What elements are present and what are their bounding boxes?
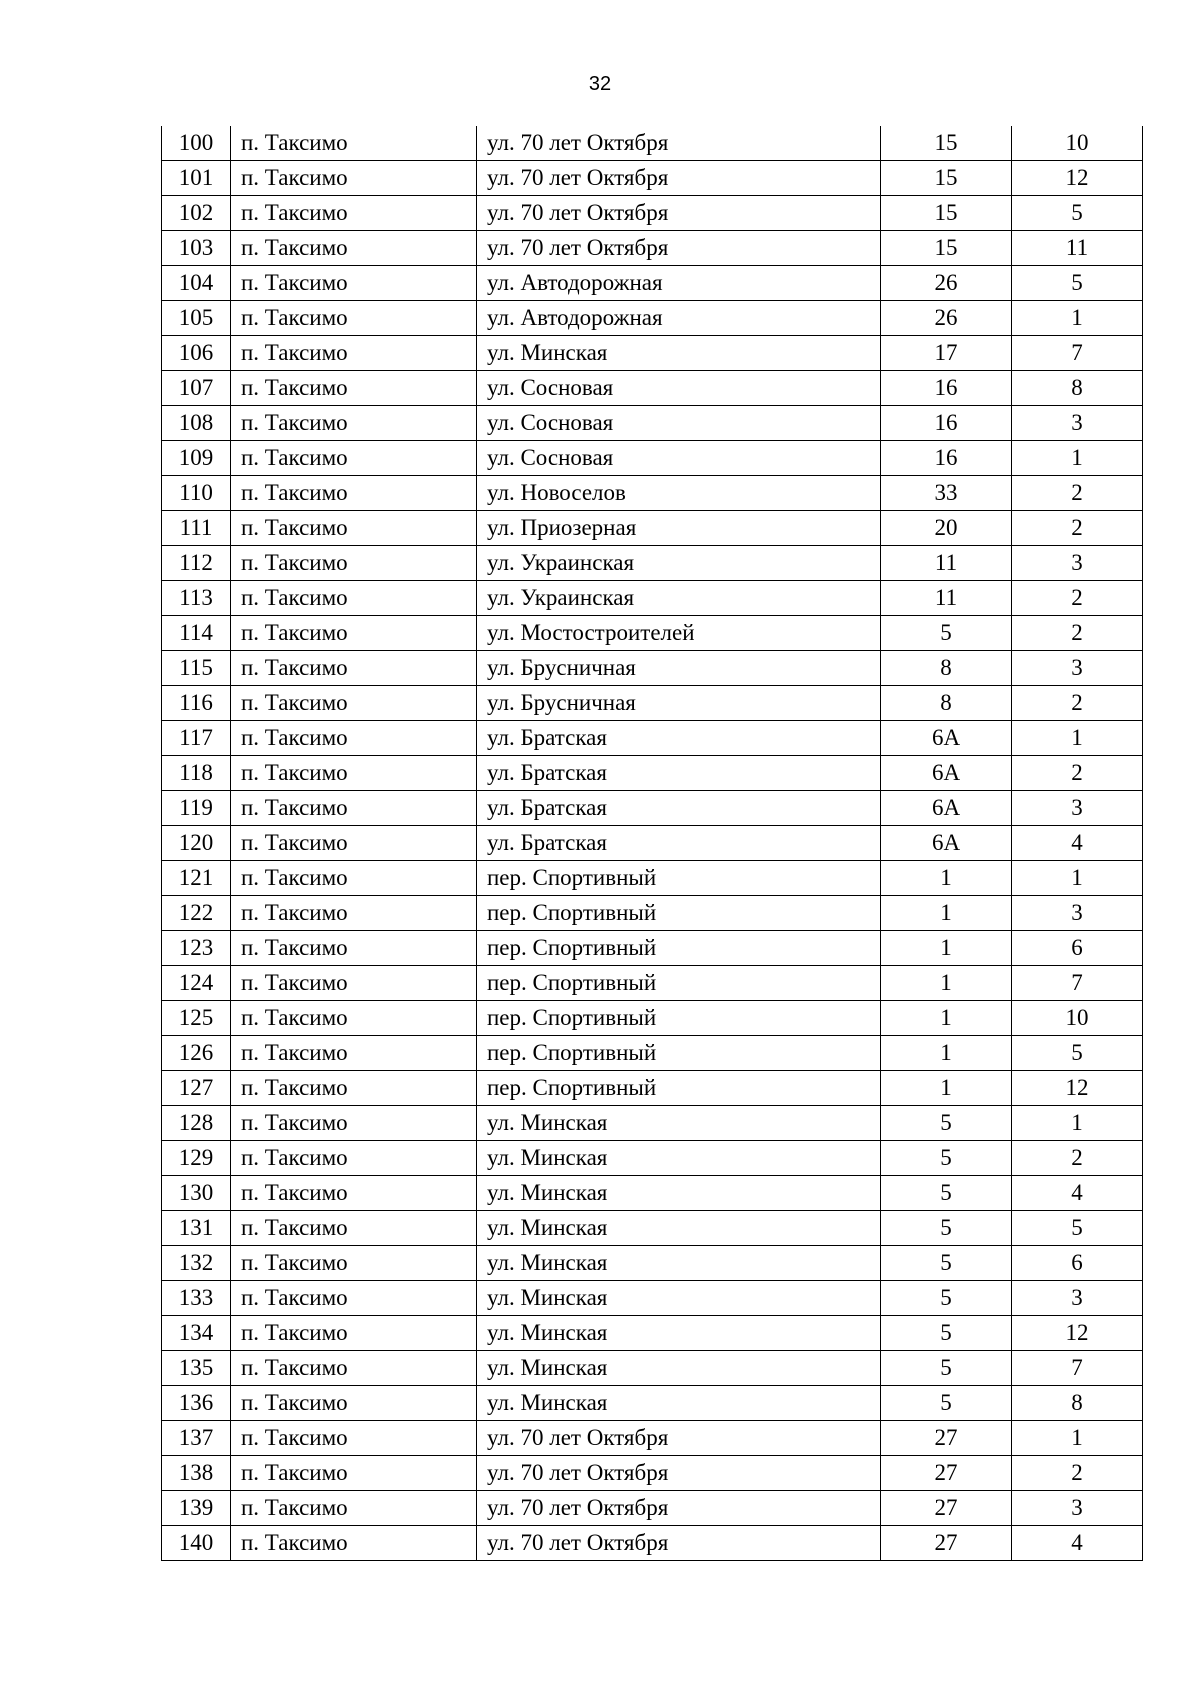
settlement-cell: п. Таксимо (231, 1386, 477, 1421)
street-cell: ул. Украинская (477, 546, 881, 581)
settlement-cell: п. Таксимо (231, 686, 477, 721)
table-row (162, 1106, 1143, 1141)
apartment-number-cell: 5 (1012, 196, 1143, 231)
street-cell: ул. Минская (477, 1176, 881, 1211)
apartment-number-cell: 2 (1012, 1456, 1143, 1491)
settlement-cell: п. Таксимо (231, 126, 477, 161)
settlement-cell: п. Таксимо (231, 546, 477, 581)
settlement-cell: п. Таксимо (231, 896, 477, 931)
house-number-cell: 6А (881, 756, 1012, 791)
table-row (162, 896, 1143, 931)
street-cell: ул. Украинская (477, 581, 881, 616)
apartment-number-cell: 3 (1012, 406, 1143, 441)
house-number-cell: 1 (881, 896, 1012, 931)
table-row (162, 721, 1143, 756)
house-number-cell: 1 (881, 1071, 1012, 1106)
row-number-cell: 102 (162, 196, 231, 231)
street-cell: ул. Минская (477, 1281, 881, 1316)
street-cell: ул. 70 лет Октября (477, 1526, 881, 1561)
settlement-cell: п. Таксимо (231, 336, 477, 371)
settlement-cell: п. Таксимо (231, 931, 477, 966)
row-number-cell: 104 (162, 266, 231, 301)
apartment-number-cell: 2 (1012, 581, 1143, 616)
street-cell: ул. Брусничная (477, 651, 881, 686)
settlement-cell: п. Таксимо (231, 511, 477, 546)
row-number-cell: 123 (162, 931, 231, 966)
address-table (161, 126, 1143, 1561)
house-number-cell: 5 (881, 1176, 1012, 1211)
house-number-cell: 5 (881, 1316, 1012, 1351)
apartment-number-cell: 5 (1012, 1211, 1143, 1246)
apartment-number-cell: 4 (1012, 826, 1143, 861)
settlement-cell: п. Таксимо (231, 581, 477, 616)
table-row (162, 1526, 1143, 1561)
apartment-number-cell: 7 (1012, 336, 1143, 371)
table-row (162, 1281, 1143, 1316)
row-number-cell: 130 (162, 1176, 231, 1211)
apartment-number-cell: 2 (1012, 511, 1143, 546)
table-row (162, 196, 1143, 231)
settlement-cell: п. Таксимо (231, 1421, 477, 1456)
settlement-cell: п. Таксимо (231, 1491, 477, 1526)
settlement-cell: п. Таксимо (231, 406, 477, 441)
row-number-cell: 121 (162, 861, 231, 896)
table-row (162, 686, 1143, 721)
house-number-cell: 15 (881, 126, 1012, 161)
street-cell: ул. Минская (477, 1246, 881, 1281)
street-cell: ул. 70 лет Октября (477, 1456, 881, 1491)
street-cell: ул. Сосновая (477, 441, 881, 476)
street-cell: пер. Спортивный (477, 1001, 881, 1036)
table-row (162, 476, 1143, 511)
table-row (162, 581, 1143, 616)
settlement-cell: п. Таксимо (231, 1071, 477, 1106)
table-row (162, 966, 1143, 1001)
settlement-cell: п. Таксимо (231, 1141, 477, 1176)
street-cell: ул. Братская (477, 756, 881, 791)
page-number: 32 (588, 73, 612, 95)
house-number-cell: 16 (881, 441, 1012, 476)
row-number-cell: 119 (162, 791, 231, 826)
row-number-cell: 137 (162, 1421, 231, 1456)
apartment-number-cell: 3 (1012, 896, 1143, 931)
row-number-cell: 136 (162, 1386, 231, 1421)
table-row (162, 161, 1143, 196)
house-number-cell: 27 (881, 1456, 1012, 1491)
row-number-cell: 138 (162, 1456, 231, 1491)
table-row (162, 1246, 1143, 1281)
house-number-cell: 5 (881, 1351, 1012, 1386)
house-number-cell: 16 (881, 371, 1012, 406)
house-number-cell: 20 (881, 511, 1012, 546)
row-number-cell: 124 (162, 966, 231, 1001)
house-number-cell: 15 (881, 231, 1012, 266)
house-number-cell: 6А (881, 791, 1012, 826)
street-cell: ул. Минская (477, 1106, 881, 1141)
apartment-number-cell: 1 (1012, 721, 1143, 756)
row-number-cell: 101 (162, 161, 231, 196)
street-cell: ул. Минская (477, 1316, 881, 1351)
table-row (162, 1071, 1143, 1106)
row-number-cell: 139 (162, 1491, 231, 1526)
apartment-number-cell: 5 (1012, 1036, 1143, 1071)
settlement-cell: п. Таксимо (231, 1456, 477, 1491)
house-number-cell: 8 (881, 651, 1012, 686)
row-number-cell: 118 (162, 756, 231, 791)
apartment-number-cell: 12 (1012, 1316, 1143, 1351)
settlement-cell: п. Таксимо (231, 266, 477, 301)
row-number-cell: 110 (162, 476, 231, 511)
table-row (162, 651, 1143, 686)
settlement-cell: п. Таксимо (231, 441, 477, 476)
row-number-cell: 127 (162, 1071, 231, 1106)
street-cell: ул. Братская (477, 826, 881, 861)
house-number-cell: 1 (881, 966, 1012, 1001)
house-number-cell: 1 (881, 1036, 1012, 1071)
street-cell: ул. Братская (477, 721, 881, 756)
settlement-cell: п. Таксимо (231, 791, 477, 826)
street-cell: ул. 70 лет Октября (477, 1421, 881, 1456)
row-number-cell: 112 (162, 546, 231, 581)
apartment-number-cell: 1 (1012, 301, 1143, 336)
table-row (162, 1421, 1143, 1456)
table-row (162, 791, 1143, 826)
street-cell: ул. Автодорожная (477, 266, 881, 301)
house-number-cell: 17 (881, 336, 1012, 371)
settlement-cell: п. Таксимо (231, 1526, 477, 1561)
settlement-cell: п. Таксимо (231, 1176, 477, 1211)
row-number-cell: 109 (162, 441, 231, 476)
row-number-cell: 114 (162, 616, 231, 651)
row-number-cell: 140 (162, 1526, 231, 1561)
settlement-cell: п. Таксимо (231, 231, 477, 266)
settlement-cell: п. Таксимо (231, 196, 477, 231)
row-number-cell: 116 (162, 686, 231, 721)
street-cell: пер. Спортивный (477, 896, 881, 931)
street-cell: ул. Братская (477, 791, 881, 826)
table-row (162, 546, 1143, 581)
row-number-cell: 132 (162, 1246, 231, 1281)
table-row (162, 756, 1143, 791)
house-number-cell: 26 (881, 301, 1012, 336)
settlement-cell: п. Таксимо (231, 1281, 477, 1316)
street-cell: ул. Сосновая (477, 406, 881, 441)
apartment-number-cell: 7 (1012, 966, 1143, 1001)
settlement-cell: п. Таксимо (231, 371, 477, 406)
street-cell: ул. Минская (477, 1141, 881, 1176)
street-cell: ул. 70 лет Октября (477, 161, 881, 196)
apartment-number-cell: 10 (1012, 126, 1143, 161)
apartment-number-cell: 2 (1012, 616, 1143, 651)
apartment-number-cell: 6 (1012, 1246, 1143, 1281)
house-number-cell: 5 (881, 616, 1012, 651)
apartment-number-cell: 11 (1012, 231, 1143, 266)
apartment-number-cell: 1 (1012, 441, 1143, 476)
apartment-number-cell: 2 (1012, 476, 1143, 511)
table-row (162, 1141, 1143, 1176)
apartment-number-cell: 3 (1012, 1281, 1143, 1316)
apartment-number-cell: 6 (1012, 931, 1143, 966)
table-row (162, 931, 1143, 966)
house-number-cell: 8 (881, 686, 1012, 721)
settlement-cell: п. Таксимо (231, 721, 477, 756)
house-number-cell: 15 (881, 161, 1012, 196)
table-row (162, 301, 1143, 336)
row-number-cell: 113 (162, 581, 231, 616)
street-cell: ул. Мостостроителей (477, 616, 881, 651)
apartment-number-cell: 3 (1012, 546, 1143, 581)
house-number-cell: 11 (881, 581, 1012, 616)
settlement-cell: п. Таксимо (231, 616, 477, 651)
apartment-number-cell: 2 (1012, 686, 1143, 721)
settlement-cell: п. Таксимо (231, 1036, 477, 1071)
table-row (162, 371, 1143, 406)
table-row (162, 336, 1143, 371)
street-cell: ул. Приозерная (477, 511, 881, 546)
apartment-number-cell: 2 (1012, 1141, 1143, 1176)
table-row (162, 1001, 1143, 1036)
apartment-number-cell: 1 (1012, 1421, 1143, 1456)
table-row (162, 406, 1143, 441)
house-number-cell: 5 (881, 1386, 1012, 1421)
table-row (162, 231, 1143, 266)
house-number-cell: 11 (881, 546, 1012, 581)
apartment-number-cell: 2 (1012, 756, 1143, 791)
row-number-cell: 128 (162, 1106, 231, 1141)
table-row (162, 1456, 1143, 1491)
row-number-cell: 107 (162, 371, 231, 406)
apartment-number-cell: 3 (1012, 1491, 1143, 1526)
settlement-cell: п. Таксимо (231, 476, 477, 511)
row-number-cell: 126 (162, 1036, 231, 1071)
settlement-cell: п. Таксимо (231, 1106, 477, 1141)
settlement-cell: п. Таксимо (231, 1001, 477, 1036)
row-number-cell: 117 (162, 721, 231, 756)
house-number-cell: 6А (881, 826, 1012, 861)
house-number-cell: 16 (881, 406, 1012, 441)
house-number-cell: 1 (881, 1001, 1012, 1036)
row-number-cell: 103 (162, 231, 231, 266)
street-cell: ул. Минская (477, 1211, 881, 1246)
settlement-cell: п. Таксимо (231, 1246, 477, 1281)
row-number-cell: 129 (162, 1141, 231, 1176)
settlement-cell: п. Таксимо (231, 1316, 477, 1351)
settlement-cell: п. Таксимо (231, 756, 477, 791)
apartment-number-cell: 4 (1012, 1526, 1143, 1561)
address-table-body (162, 126, 1143, 1561)
row-number-cell: 115 (162, 651, 231, 686)
table-row (162, 266, 1143, 301)
apartment-number-cell: 4 (1012, 1176, 1143, 1211)
street-cell: ул. Новоселов (477, 476, 881, 511)
row-number-cell: 131 (162, 1211, 231, 1246)
table-row (162, 1176, 1143, 1211)
street-cell: ул. Минская (477, 1386, 881, 1421)
apartment-number-cell: 12 (1012, 161, 1143, 196)
row-number-cell: 134 (162, 1316, 231, 1351)
apartment-number-cell: 7 (1012, 1351, 1143, 1386)
table-row (162, 1351, 1143, 1386)
apartment-number-cell: 3 (1012, 651, 1143, 686)
apartment-number-cell: 1 (1012, 861, 1143, 896)
row-number-cell: 125 (162, 1001, 231, 1036)
row-number-cell: 133 (162, 1281, 231, 1316)
apartment-number-cell: 12 (1012, 1071, 1143, 1106)
street-cell: ул. 70 лет Октября (477, 196, 881, 231)
settlement-cell: п. Таксимо (231, 861, 477, 896)
settlement-cell: п. Таксимо (231, 1351, 477, 1386)
street-cell: пер. Спортивный (477, 1071, 881, 1106)
street-cell: пер. Спортивный (477, 931, 881, 966)
house-number-cell: 1 (881, 861, 1012, 896)
house-number-cell: 5 (881, 1211, 1012, 1246)
house-number-cell: 27 (881, 1526, 1012, 1561)
apartment-number-cell: 1 (1012, 1106, 1143, 1141)
street-cell: ул. 70 лет Октября (477, 1491, 881, 1526)
street-cell: ул. Минская (477, 336, 881, 371)
apartment-number-cell: 3 (1012, 791, 1143, 826)
table-row (162, 126, 1143, 161)
house-number-cell: 5 (881, 1246, 1012, 1281)
row-number-cell: 105 (162, 301, 231, 336)
table-row (162, 861, 1143, 896)
row-number-cell: 108 (162, 406, 231, 441)
settlement-cell: п. Таксимо (231, 966, 477, 1001)
house-number-cell: 15 (881, 196, 1012, 231)
settlement-cell: п. Таксимо (231, 826, 477, 861)
table-row (162, 1491, 1143, 1526)
table-row (162, 826, 1143, 861)
street-cell: пер. Спортивный (477, 966, 881, 1001)
street-cell: ул. 70 лет Октября (477, 126, 881, 161)
table-row (162, 441, 1143, 476)
row-number-cell: 100 (162, 126, 231, 161)
house-number-cell: 27 (881, 1491, 1012, 1526)
house-number-cell: 5 (881, 1141, 1012, 1176)
street-cell: ул. Сосновая (477, 371, 881, 406)
street-cell: пер. Спортивный (477, 1036, 881, 1071)
row-number-cell: 120 (162, 826, 231, 861)
row-number-cell: 111 (162, 511, 231, 546)
house-number-cell: 5 (881, 1281, 1012, 1316)
house-number-cell: 27 (881, 1421, 1012, 1456)
house-number-cell: 33 (881, 476, 1012, 511)
settlement-cell: п. Таксимо (231, 161, 477, 196)
street-cell: ул. Минская (477, 1351, 881, 1386)
house-number-cell: 6А (881, 721, 1012, 756)
row-number-cell: 122 (162, 896, 231, 931)
street-cell: ул. 70 лет Октября (477, 231, 881, 266)
settlement-cell: п. Таксимо (231, 301, 477, 336)
row-number-cell: 135 (162, 1351, 231, 1386)
settlement-cell: п. Таксимо (231, 1211, 477, 1246)
street-cell: пер. Спортивный (477, 861, 881, 896)
street-cell: ул. Автодорожная (477, 301, 881, 336)
house-number-cell: 1 (881, 931, 1012, 966)
table-row (162, 511, 1143, 546)
table-row (162, 1386, 1143, 1421)
street-cell: ул. Брусничная (477, 686, 881, 721)
house-number-cell: 26 (881, 266, 1012, 301)
table-row (162, 1316, 1143, 1351)
apartment-number-cell: 5 (1012, 266, 1143, 301)
row-number-cell: 106 (162, 336, 231, 371)
house-number-cell: 5 (881, 1106, 1012, 1141)
apartment-number-cell: 8 (1012, 1386, 1143, 1421)
table-row (162, 1211, 1143, 1246)
table-row (162, 1036, 1143, 1071)
table-row (162, 616, 1143, 651)
apartment-number-cell: 10 (1012, 1001, 1143, 1036)
settlement-cell: п. Таксимо (231, 651, 477, 686)
apartment-number-cell: 8 (1012, 371, 1143, 406)
